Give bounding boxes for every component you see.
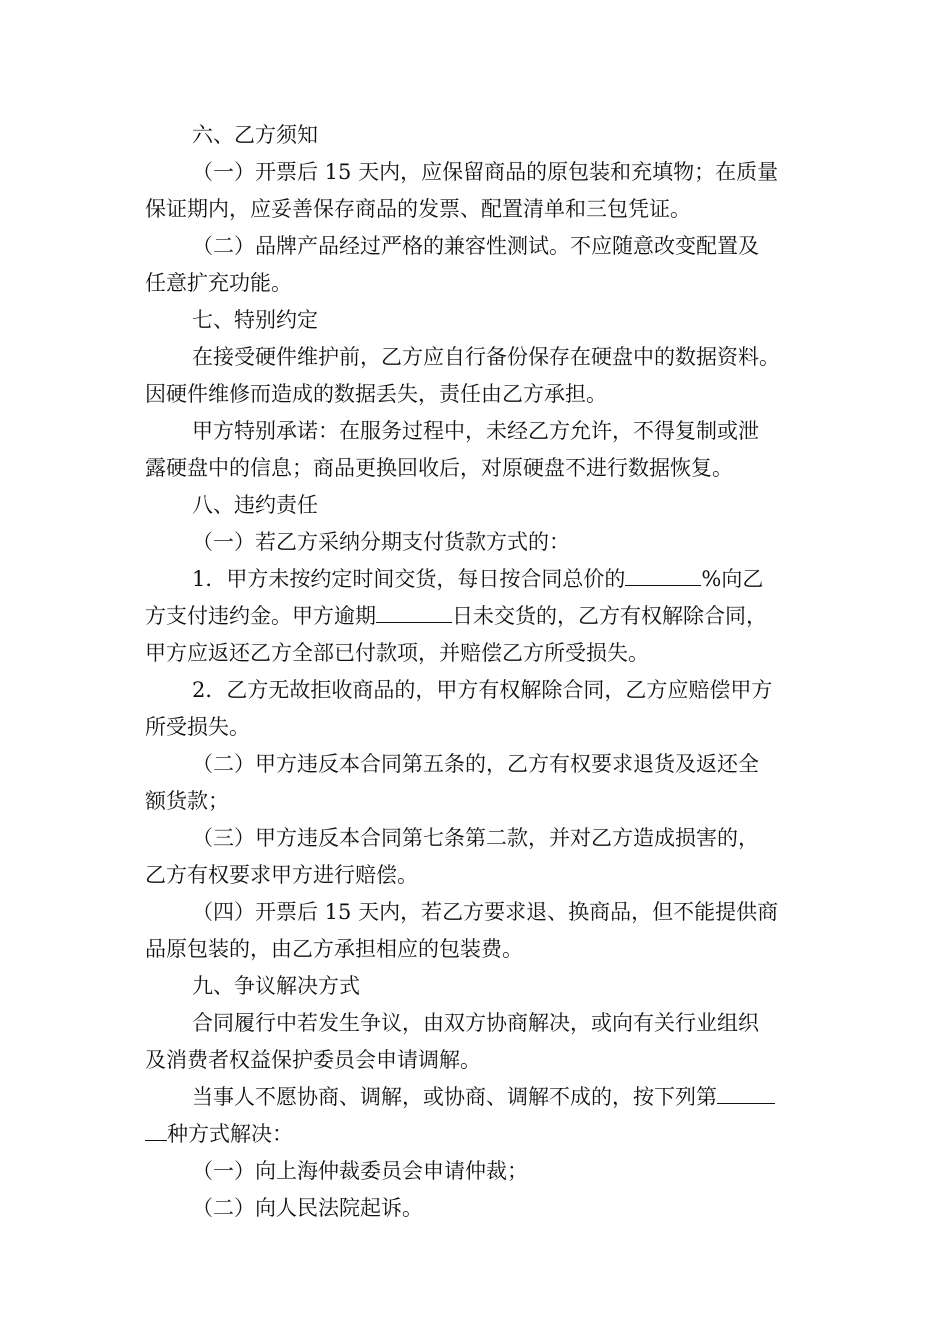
line-text: 八、违约责任 [192,493,318,517]
document-line [145,931,810,968]
document-line [145,117,810,154]
line-text: （一）若乙方采纳分期支付货款方式的： [192,530,570,554]
line-text: 及消费者权益保护委员会申请调解。 [145,1048,481,1072]
document-line [145,820,810,857]
line-text: 额货款； [145,789,229,813]
document-line [145,894,810,931]
document-line [145,154,810,191]
document-line [145,524,810,561]
line-text: 合同履行中若发生争议，由双方协商解决，或向有关行业组织 [192,1011,759,1035]
line-text: 六、乙方须知 [192,123,318,147]
document-line [145,265,810,302]
line-text: 乙方有权要求甲方进行赔偿。 [145,863,418,887]
document-line [145,1079,810,1116]
line-text: （四）开票后 15 天内，若乙方要求退、换商品，但不能提供商 [192,900,779,924]
document-line [145,672,810,709]
document-line [145,339,810,376]
line-text: 所受损失。 [145,715,250,739]
document-line [145,561,810,598]
document-line [145,968,810,1005]
line-text: 日未交货的，乙方有权解除合同， [452,604,767,628]
line-text: 因硬件维修而造成的数据丢失，责任由乙方承担。 [145,382,607,406]
document-body [145,117,810,1227]
fill-in-blank [625,585,701,586]
document-line [145,302,810,339]
line-text: 甲方特别承诺：在服务过程中，未经乙方允许，不得复制或泄 [192,419,759,443]
line-text: 露硬盘中的信息；商品更换回收后，对原硬盘不进行数据恢复。 [145,456,733,480]
line-text: 种方式解决： [167,1122,293,1146]
document-line [145,376,810,413]
line-text: 九、争议解决方式 [192,974,360,998]
document-line [145,857,810,894]
document-line [145,635,810,672]
line-text: 甲方应返还乙方全部已付款项，并赔偿乙方所受损失。 [145,641,649,665]
line-text: （二）甲方违反本合同第五条的，乙方有权要求退货及返还全 [192,752,759,776]
document-line [145,598,810,635]
line-text: （二）向人民法院起诉。 [192,1196,423,1220]
line-text: 在接受硬件维护前，乙方应自行备份保存在硬盘中的数据资料。 [192,345,780,369]
line-text: 任意扩充功能。 [145,271,292,295]
document-line [145,191,810,228]
document-line [145,1153,810,1190]
line-text: 保证期内，应妥善保存商品的发票、配置清单和三包凭证。 [145,197,691,221]
fill-in-blank [717,1103,775,1104]
line-text: （一）向上海仲裁委员会申请仲裁； [192,1159,528,1183]
document-line [145,413,810,450]
document-line [145,783,810,820]
line-text: 方支付违约金。甲方逾期 [145,604,376,628]
document-line [145,1190,810,1227]
line-text: （三）甲方违反本合同第七条第二款，并对乙方造成损害的， [192,826,759,850]
line-text: %向乙 [701,567,764,591]
line-text: （一）开票后 15 天内，应保留商品的原包装和充填物；在质量 [192,160,779,184]
document-line [145,1042,810,1079]
document-line [145,709,810,746]
document-line [145,450,810,487]
line-text: 七、特别约定 [192,308,318,332]
line-text: （二）品牌产品经过严格的兼容性测试。不应随意改变配置及 [192,234,759,258]
fill-in-blank [145,1140,167,1141]
fill-in-blank [376,622,452,623]
document-line [145,487,810,524]
document-line [145,1005,810,1042]
document-line [145,228,810,265]
document-line [145,1116,810,1153]
line-text: 品原包装的，由乙方承担相应的包装费。 [145,937,523,961]
line-text: 2．乙方无故拒收商品的，甲方有权解除合同，乙方应赔偿甲方 [192,678,773,702]
line-text: 当事人不愿协商、调解，或协商、调解不成的，按下列第 [192,1085,717,1109]
line-text: 1．甲方未按约定时间交货，每日按合同总价的 [192,567,626,591]
document-line [145,746,810,783]
